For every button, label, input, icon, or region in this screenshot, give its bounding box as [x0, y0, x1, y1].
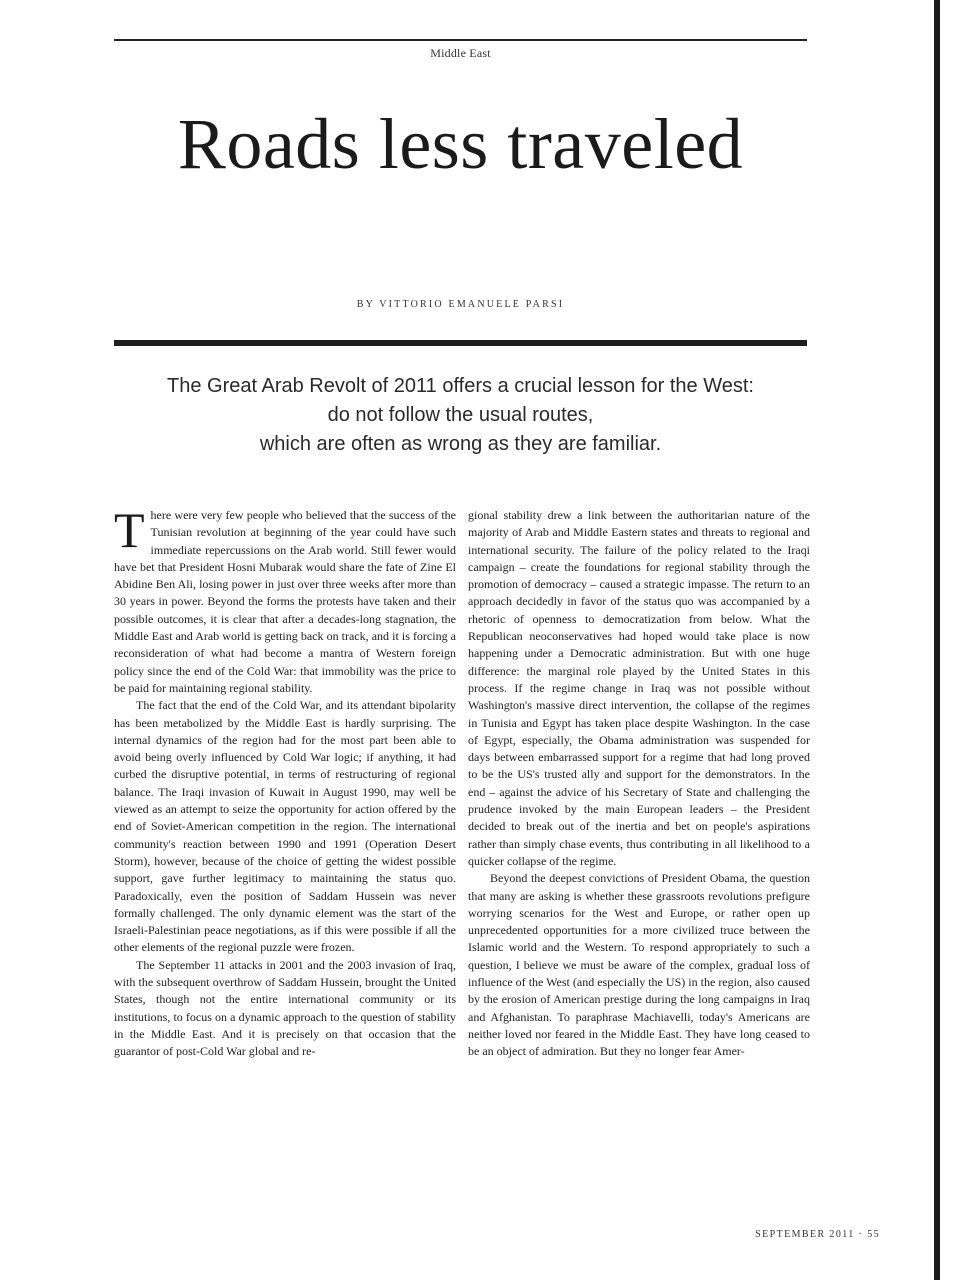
- paragraph-text: here were very few people who believed that the success of the Tunisian revolution at beginning of the year could have such immediate repercussions on the Arab world. Still fewer would have bet that President Hosni Mubarak would share the fate of Zine El Abidine Ben Ali, losing power in just over three weeks after more than 30 years in power. Beyond the forms the protests have taken and their possible outcomes, it is clear that after a decades-long stagnation, the Middle East and Arab world is getting back on track, and it is forcing a reconsideration of what had become a mantra of Western foreign policy since the end of the Cold War: that immobility was the price to be paid for maintaining regional stability.: [114, 508, 456, 695]
- divider-rule: [114, 340, 807, 346]
- article-column-right: [468, 507, 810, 1061]
- top-rule: [114, 39, 807, 41]
- standfirst-line: The Great Arab Revolt of 2011 offers a crucial lesson for the West:: [167, 375, 754, 397]
- article-paragraph: The fact that the end of the Cold War, and its attendant bipolarity has been metabolized by the Middle East is hardly surprising. The internal dynamics of the region had for the most part been able to avoid being overly influenced by Cold War logic; if anything, it had curbed the disruptive potential, in terms of restructuring of regional balance. The Iraqi invasion of Kuwait in August 1990, may well be viewed as an attempt to seize the opportunity for action offered by the end of Soviet-American competition in the region. The international community's reaction between 1990 and 1991 (Operation Desert Storm), however, because of the choice of getting the widest possible support, gave further legitimacy to maintaining the status quo. Paradoxically, even the position of Saddam Hussein was never formally challenged. The only dynamic element was the start of the Israeli-Palestinian peace negotiations, as if this were possible if all the other elements of the regional puzzle were frozen.: [114, 698, 456, 955]
- standfirst: [114, 372, 807, 459]
- article-paragraph: Beyond the deepest convictions of President Obama, the question that many are asking is whether these grassroots revolutions prefigure worrying scenarios for the West and Europe, or rather open up unprecedented opportunities for a more civilized truce between the Islamic world and the Western. To respond appropriately to such a question, I believe we must be aware of the complex, gradual loss of influence of the West (and especially the US) in the region, also caused by the erosion of American prestige during the long campaigns in Iraq and Afghanistan. To paraphrase Machiavelli, today's Americans are neither loved nor feared in the Middle East. They have long ceased to be an object of admiration. But they no longer fear Amer-: [468, 871, 810, 1059]
- scan-edge: [934, 0, 940, 1280]
- article-paragraph: The September 11 attacks in 2001 and the 2003 invasion of Iraq, with the subsequent overthrow of Saddam Hussein, brought the United States, though not the entire international community or its institutions, to focus on a dynamic approach to the question of stability in the Middle East. And it is precisely on that occasion that the guarantor of post-Cold War global and re-: [114, 957, 456, 1059]
- drop-cap: T: [114, 502, 145, 558]
- section-label: Middle East: [430, 46, 491, 60]
- article-column-left: [114, 502, 456, 1061]
- byline: BY VITTORIO EMANUELE PARSI: [356, 299, 565, 310]
- standfirst-line: which are often as wrong as they are familiar.: [259, 433, 662, 455]
- headline: Roads less traveled: [177, 104, 744, 184]
- article-paragraph: [114, 502, 456, 697]
- page-folio: SEPTEMBER 2011 · 55: [755, 1229, 880, 1240]
- article-paragraph: gional stability drew a link between the authoritarian nature of the majority of Arab and Middle Eastern states and threats to regional and international security. The failure of the policy related to the Iraqi campaign – create the foundations for regional stability through the promotion of democracy – caused a strategic impasse. The return to an approach decidedly in favor of the status quo was accompanied by a rhetoric of openness to democratization from below. What the Republican neoconservatives had hoped would take place is now happening under a Democratic administration. But with one huge difference: the marginal role played by the United States in this process. If the regime change in Iraq was not possible without Washington's massive direct intervention, the collapse of the regimes in Tunisia and Egypt has taken place despite Washington. In the case of Egypt, especially, the Obama administration was suspended for days between embarrassed support for a regime that had long proved to be the US's trusted ally and support for the demonstrators. In the end – against the advice of his Secretary of State and challenging the prudence invoked by the main European leaders – the President decided to break out of the inertia and bet on people's aspirations rather than simply chase events, thus contributing in all likelihood to a quicker collapse of the regime.: [468, 508, 810, 868]
- standfirst-line: do not follow the usual routes,: [327, 404, 594, 426]
